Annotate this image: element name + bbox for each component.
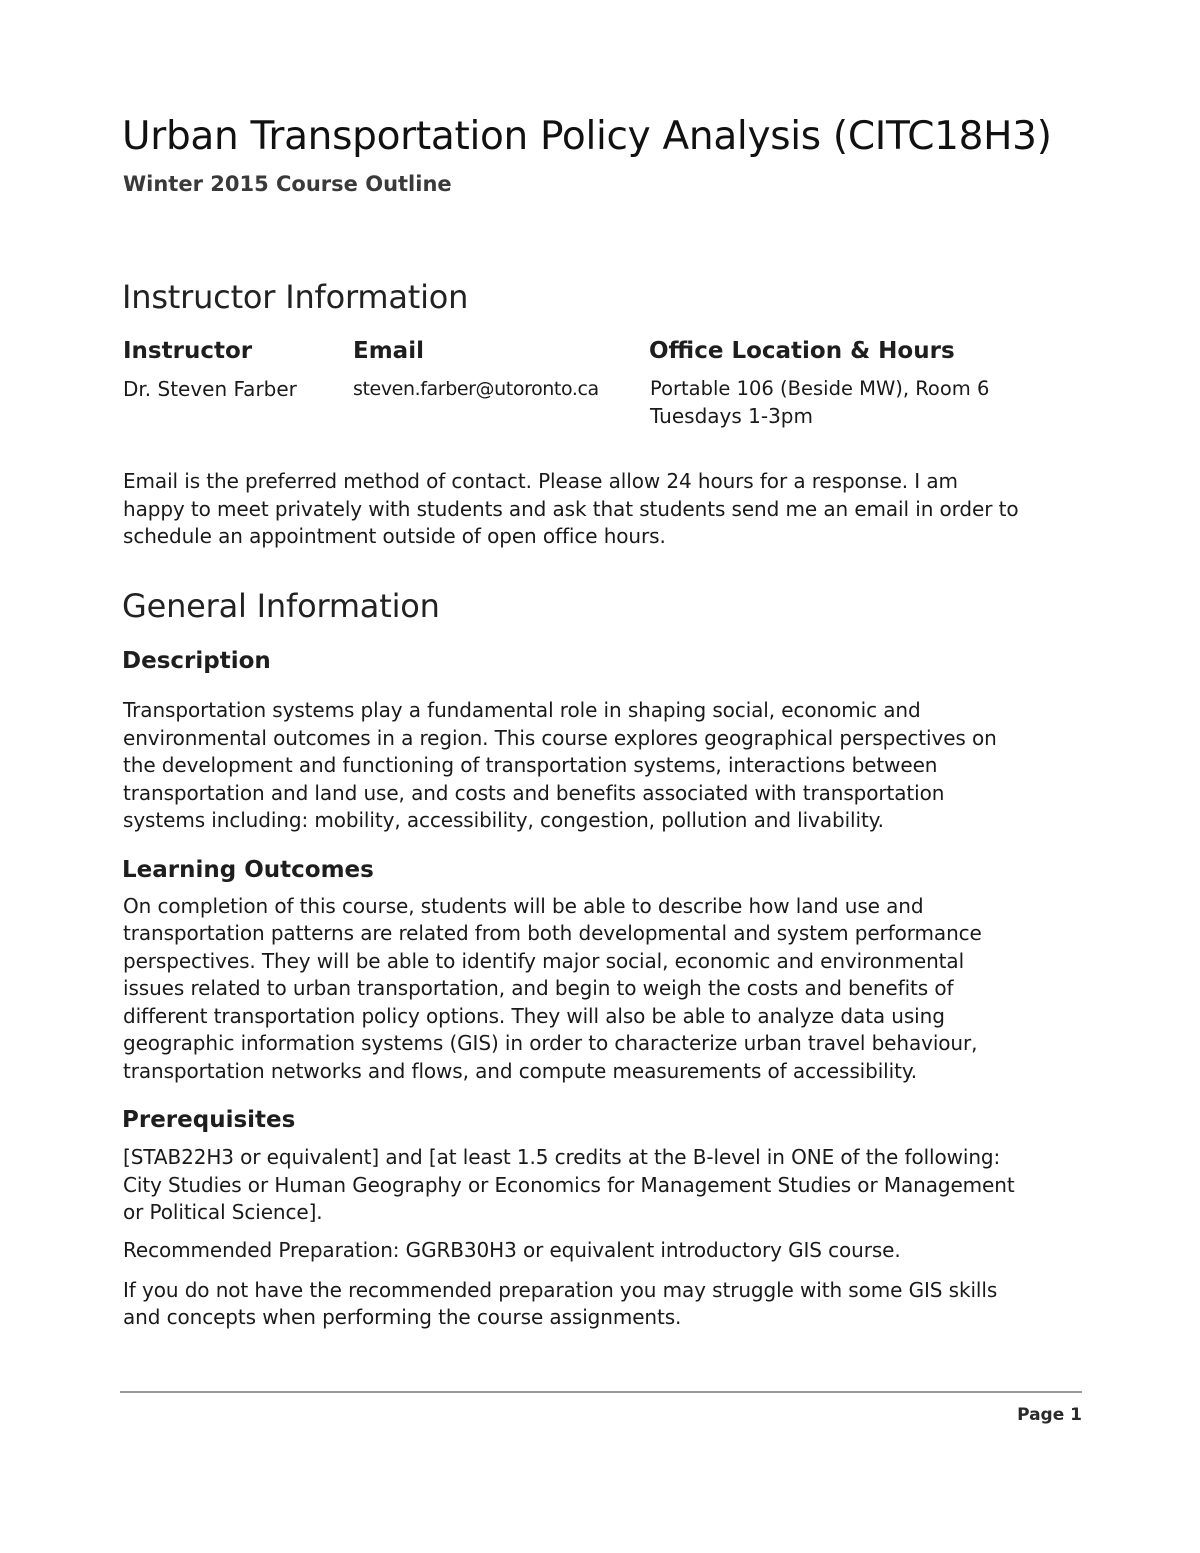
- learning-outcomes-line: different transportation policy options. They will also be able to analyze data using: [123, 1004, 945, 1028]
- preparation-warning-line: If you do not have the recommended preparation you may struggle with some GIS skills: [123, 1278, 998, 1302]
- general-information-heading: General Information: [122, 587, 440, 625]
- description-line: systems including: mobility, accessibility, congestion, pollution and livability.: [123, 808, 884, 832]
- description-line: transportation and land use, and costs and benefits associated with transportation: [123, 781, 945, 805]
- learning-outcomes-line: issues related to urban transportation, and begin to weigh the costs and benefits of: [123, 976, 954, 1000]
- instructor-name: Dr. Steven Farber: [123, 377, 297, 401]
- description-line: Transportation systems play a fundamental role in shaping social, economic and: [123, 698, 921, 722]
- footer-divider: [120, 1391, 1082, 1393]
- prerequisites-line: or Political Science].: [123, 1200, 323, 1224]
- recommended-preparation: Recommended Preparation: GGRB30H3 or equivalent introductory GIS course.: [123, 1238, 901, 1262]
- table-header-instructor: Instructor: [123, 338, 253, 364]
- learning-outcomes-line: geographic information systems (GIS) in order to characterize urban travel behaviour,: [123, 1031, 978, 1055]
- description-line: environmental outcomes in a region. This course explores geographical perspectives on: [123, 726, 997, 750]
- table-header-office: Office Location & Hours: [649, 338, 955, 364]
- instructor-email[interactable]: steven.farber@utoronto.ca: [353, 378, 599, 400]
- document-title: Urban Transportation Policy Analysis (CITC18H3): [122, 114, 1052, 159]
- learning-outcomes-heading: Learning Outcomes: [122, 857, 374, 883]
- office-hours: Tuesdays 1-3pm: [650, 404, 813, 428]
- instructor-information-heading: Instructor Information: [122, 278, 469, 316]
- contact-note-line: happy to meet privately with students and ask that students send me an email in order to: [123, 497, 1019, 521]
- preparation-warning-line: and concepts when performing the course assignments.: [123, 1305, 682, 1329]
- prerequisites-line: City Studies or Human Geography or Economics for Management Studies or Management: [123, 1173, 1015, 1197]
- table-header-email: Email: [353, 338, 424, 364]
- prerequisites-line: [STAB22H3 or equivalent] and [at least 1.5 credits at the B-level in ONE of the following:: [123, 1145, 1001, 1169]
- contact-note-line: Email is the preferred method of contact. Please allow 24 hours for a response. I am: [123, 469, 958, 493]
- learning-outcomes-line: perspectives. They will be able to identify major social, economic and environmental: [123, 949, 965, 973]
- contact-note-line: schedule an appointment outside of open office hours.: [123, 524, 666, 548]
- learning-outcomes-line: On completion of this course, students will be able to describe how land use and: [123, 894, 924, 918]
- page-number: Page 1: [1017, 1405, 1082, 1425]
- learning-outcomes-line: transportation networks and flows, and compute measurements of accessibility.: [123, 1059, 917, 1083]
- description-line: the development and functioning of transportation systems, interactions between: [123, 753, 938, 777]
- document-subtitle: Winter 2015 Course Outline: [123, 172, 452, 196]
- learning-outcomes-line: transportation patterns are related from both developmental and system performance: [123, 921, 982, 945]
- prerequisites-heading: Prerequisites: [122, 1107, 296, 1133]
- description-heading: Description: [122, 648, 271, 674]
- office-location: Portable 106 (Beside MW), Room 6: [650, 377, 990, 400]
